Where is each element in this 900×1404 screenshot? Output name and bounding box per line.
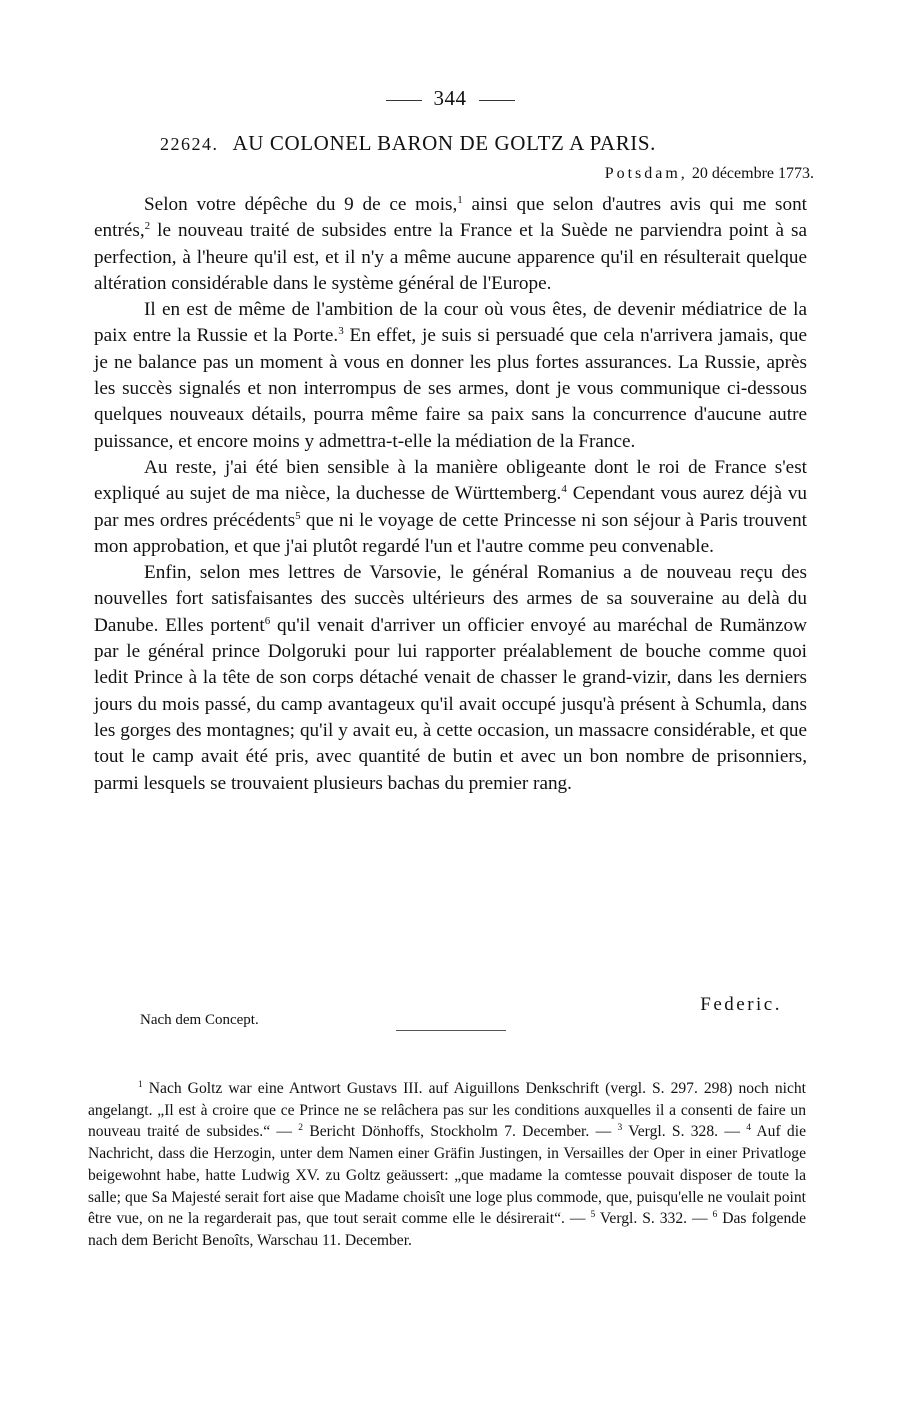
letter-title: AU COLONEL BARON DE GOLTZ A PARIS. <box>232 131 657 155</box>
footnote-separator <box>396 1030 506 1031</box>
footnote-marker: 4 <box>746 1123 751 1134</box>
body-paragraph <box>94 455 807 560</box>
text-run: Das folgende nach dem Bericht Benoîts, Warschau 11. December. <box>88 1210 806 1249</box>
text-run: Cependant vous aurez déjà vu par mes ordres précédents <box>94 483 808 531</box>
header-rule-right <box>479 100 515 101</box>
text-run: ainsi que selon d'autres avis qui me sont entrés, <box>94 194 807 242</box>
text-run: que ni le voyage de cette Princesse ni son séjour à Paris trouvent mon approbation, et que j'ai plutôt regardé l'un et l'autre comme peu convenable. <box>94 509 807 557</box>
footnote-marker: 3 <box>617 1123 623 1134</box>
text-run: Au reste, j'ai été bien sensible à la manière obligeante dont le roi de France s'est expliqué au sujet de ma nièce, la duchesse de Württemberg. <box>94 456 807 505</box>
footnote-marker: 6 <box>712 1210 718 1221</box>
footnote-marker: 1 <box>457 194 463 206</box>
letter-heading <box>160 131 656 156</box>
body-paragraph <box>94 297 807 455</box>
footnote-text <box>88 1078 806 1252</box>
text-run: Nach Goltz war eine Antwort Gustavs III. auf Aiguillons Denkschrift (vergl. S. 297. 298) noch nicht angelangt. „Il est à croire que ce Prince ne se relâchera pas sur les conditions auxquelles il a consenti de faire un nouveau traité de subsides.“ — <box>88 1080 806 1141</box>
page-number: 344 <box>433 86 467 110</box>
text-run: Bericht Dönhoffs, Stockholm 7. December. — <box>303 1123 618 1141</box>
footnote-marker: 3 <box>338 325 344 338</box>
footnote-marker: 5 <box>590 1210 596 1221</box>
footnote-marker: 4 <box>561 483 567 496</box>
dateline <box>605 165 814 183</box>
footnote-marker: 2 <box>144 220 151 233</box>
page-header <box>0 86 900 111</box>
text-run: Vergl. S. 328. — <box>622 1123 747 1141</box>
signature: Federic. <box>700 994 782 1015</box>
footnote-marker: 2 <box>298 1123 304 1134</box>
header-rule-left <box>386 100 422 101</box>
letter-body <box>94 192 807 797</box>
dateline-date: 20 décembre 1773. <box>691 165 814 182</box>
body-paragraph <box>94 192 807 297</box>
text-run: qu'il venait d'arriver un officier envoyé au maréchal de Rumänzow par le général prince Dolgoruki pour lui rapporter préalablement de bouche comme quoi ledit Prince à la tête de son corps détaché venait de chasser le grand-vizir, dans les derniers jours du mois passé, du camp avantageux qu'il avait occupé jusqu'à présent à Schumla, dans les gorges des montagnes; qu'il y avait eu, à cette occasion, un massacre considérable, et que tout le camp avait été pris, avec quantité de butin et avec un bon nombre de prisonniers, parmi lesquels se trouvaient plusieurs bachas du premier rang. <box>94 614 807 794</box>
dateline-place: Potsdam, <box>604 165 688 182</box>
source-note: Nach dem Concept. <box>140 1012 259 1028</box>
letter-number: 22624. <box>160 134 219 154</box>
text-run: Selon votre dépêche du 9 de ce mois, <box>144 194 458 215</box>
text-run: Vergl. S. 332. — <box>595 1210 713 1228</box>
footnotes <box>88 1078 806 1252</box>
body-paragraph <box>94 560 807 797</box>
text-run: En effet, je suis si persuadé que cela n'arrivera jamais, que je ne balance pas un moment à vous en donner les plus fortes assurances. La Russie, après les succès signalés et non interrompus de ses armes, dont je vous communique ci-dessous quelques nouveaux détails, pourra même faire sa paix sans la concurrence d'aucune autre puissance, et encore moins y admettra-t-elle la médiation de la France. <box>94 325 807 452</box>
footnote-marker: 5 <box>295 509 301 522</box>
footnote-marker: 1 <box>138 1080 143 1090</box>
text-run: Il en est de même de l'ambition de la cour où vous êtes, de devenir médiatrice de la paix entre la Russie et la Porte. <box>94 299 807 347</box>
text-run: Auf die Nachricht, dass die Herzogin, unter dem Namen einer Gräfin Justingen, in Versailles der Oper in einer Privatloge beigewohnt habe, hatte Ludwig XV. zu Goltz geäussert: „que madame la comtesse pouvait disposer de toute la salle; que Sa Majesté serait fort aise que Madame choisît une loge plus commode, que, puisqu'elle ne voulait point être vue, on ne la regarderait pas, que tout serait comme elle le désirerait“. — <box>88 1123 806 1228</box>
text-run: le nouveau traité de subsides entre la France et la Suède ne parviendra point à sa perfection, à l'heure qu'il est, et il n'y a même aucune apparence qu'il en résulterait quelque altération considérable dans le système général de l'Europe. <box>94 220 807 294</box>
text-run: Enfin, selon mes lettres de Varsovie, le général Romanius a de nouveau reçu des nouvelles fort satisfaisantes des succès ultérieurs des armes de sa souveraine au delà du Danube. Elles portent <box>94 562 807 636</box>
footnote-marker: 6 <box>264 614 271 627</box>
